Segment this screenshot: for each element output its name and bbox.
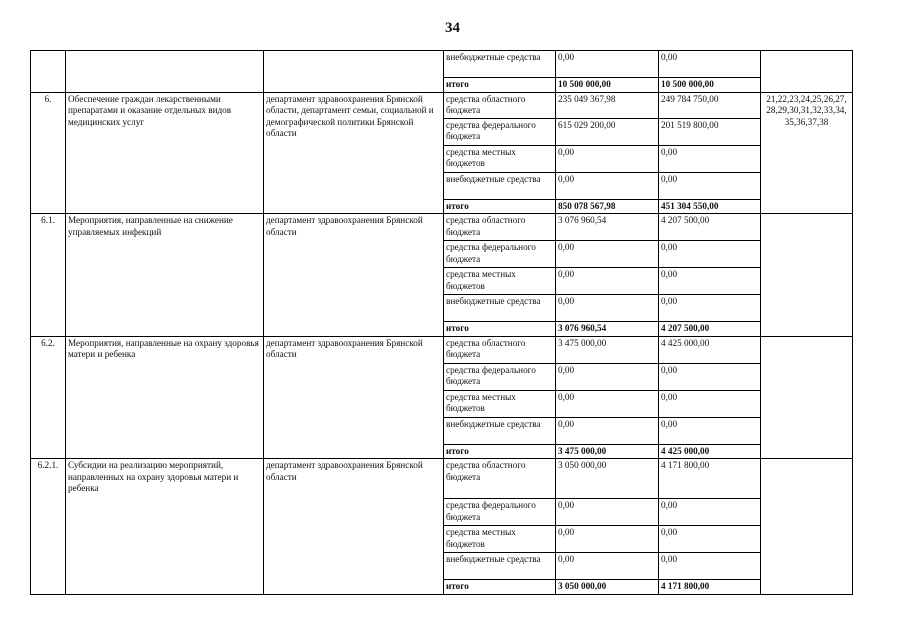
executor: департамент здравоохранения Брянской области (264, 214, 444, 337)
result-indicators (761, 214, 853, 337)
value-cell: 4 171 800,00 (659, 459, 761, 499)
value-cell: 235 049 367,98 (556, 92, 659, 118)
result-indicators (761, 336, 853, 459)
total-label: итого (444, 444, 556, 459)
source-label: внебюджетные средства (444, 553, 556, 580)
value-cell: 4 425 000,00 (659, 336, 761, 363)
row-number: 6.1. (31, 214, 66, 337)
total-value: 850 078 567,98 (556, 199, 659, 214)
value-cell: 0,00 (556, 241, 659, 268)
value-cell: 249 784 750,00 (659, 92, 761, 118)
budget-table (30, 50, 853, 595)
value-cell: 0,00 (556, 390, 659, 417)
value-cell: 0,00 (556, 417, 659, 444)
value-cell: 0,00 (659, 295, 761, 322)
value-cell: 0,00 (556, 268, 659, 295)
measure-name: Субсидии на реализацию мероприятий, направленных на охрану здоровья матери и ребенка (66, 459, 264, 595)
value-cell: 0,00 (659, 363, 761, 390)
source-label: внебюджетные средства (444, 172, 556, 199)
row-number: 6. (31, 92, 66, 214)
executor: департамент здравоохранения Брянской области, департамент семьи, социальной и демографической политики Брянской области (264, 92, 444, 214)
source-label: внебюджетные средства (444, 51, 556, 78)
value-cell: 0,00 (659, 417, 761, 444)
value-cell: 0,00 (659, 172, 761, 199)
value-cell: 201 519 800,00 (659, 118, 761, 145)
measure-name: Обеспечение граждан лекарственными препаратами и оказание отдельных видов медицинских услуг (66, 92, 264, 214)
value-cell: 0,00 (556, 499, 659, 526)
value-cell: 0,00 (556, 553, 659, 580)
total-value: 10 500 000,00 (556, 78, 659, 93)
value-cell: 0,00 (556, 526, 659, 553)
measure-name: Мероприятия, направленные на снижение управляемых инфекций (66, 214, 264, 337)
total-value: 4 425 000,00 (659, 444, 761, 459)
executor: департамент здравоохранения Брянской области (264, 459, 444, 595)
table-row (31, 336, 853, 363)
value-cell: 0,00 (659, 145, 761, 172)
value-cell: 0,00 (556, 145, 659, 172)
value-cell: 0,00 (659, 241, 761, 268)
name-cell (66, 51, 264, 93)
total-label: итого (444, 580, 556, 595)
source-label: средства местных бюджетов (444, 145, 556, 172)
value-cell: 0,00 (659, 390, 761, 417)
value-cell: 0,00 (556, 51, 659, 78)
result-cell (761, 51, 853, 93)
table-row (31, 459, 853, 499)
table-row (31, 51, 853, 78)
source-label: средства местных бюджетов (444, 526, 556, 553)
total-value: 451 304 550,00 (659, 199, 761, 214)
table-row (31, 92, 853, 118)
source-label: средства федерального бюджета (444, 118, 556, 145)
value-cell: 0,00 (659, 499, 761, 526)
source-label: внебюджетные средства (444, 417, 556, 444)
page-number: 34 (445, 20, 460, 36)
total-value: 4 171 800,00 (659, 580, 761, 595)
source-label: средства местных бюджетов (444, 390, 556, 417)
value-cell: 3 475 000,00 (556, 336, 659, 363)
value-cell: 615 029 200,00 (556, 118, 659, 145)
exec-cell (264, 51, 444, 93)
table-row (31, 214, 853, 241)
value-cell: 3 050 000,00 (556, 459, 659, 499)
total-label: итого (444, 199, 556, 214)
source-label: средства федерального бюджета (444, 363, 556, 390)
value-cell: 0,00 (556, 295, 659, 322)
value-cell: 0,00 (556, 172, 659, 199)
num-cell (31, 51, 66, 93)
source-label: средства федерального бюджета (444, 241, 556, 268)
value-cell: 0,00 (659, 553, 761, 580)
measure-name: Мероприятия, направленные на охрану здоровья матери и ребенка (66, 336, 264, 459)
value-cell: 0,00 (556, 363, 659, 390)
source-label: внебюджетные средства (444, 295, 556, 322)
total-value: 4 207 500,00 (659, 322, 761, 337)
total-value: 3 475 000,00 (556, 444, 659, 459)
total-value: 3 050 000,00 (556, 580, 659, 595)
total-label: итого (444, 78, 556, 93)
executor: департамент здравоохранения Брянской области (264, 336, 444, 459)
source-label: средства областного бюджета (444, 92, 556, 118)
source-label: средства областного бюджета (444, 459, 556, 499)
result-indicators: 21,22,23,24,25,26,27, 28,29,30,31,32,33,34, 35,36,37,38 (761, 92, 853, 214)
source-label: средства местных бюджетов (444, 268, 556, 295)
result-indicators (761, 459, 853, 595)
row-number: 6.2. (31, 336, 66, 459)
total-value: 10 500 000,00 (659, 78, 761, 93)
source-label: средства областного бюджета (444, 336, 556, 363)
value-cell: 0,00 (659, 526, 761, 553)
value-cell: 4 207 500,00 (659, 214, 761, 241)
value-cell: 0,00 (659, 51, 761, 78)
total-value: 3 076 960,54 (556, 322, 659, 337)
source-label: средства областного бюджета (444, 214, 556, 241)
source-label: средства федерального бюджета (444, 499, 556, 526)
value-cell: 0,00 (659, 268, 761, 295)
value-cell: 3 076 960,54 (556, 214, 659, 241)
row-number: 6.2.1. (31, 459, 66, 595)
total-label: итого (444, 322, 556, 337)
